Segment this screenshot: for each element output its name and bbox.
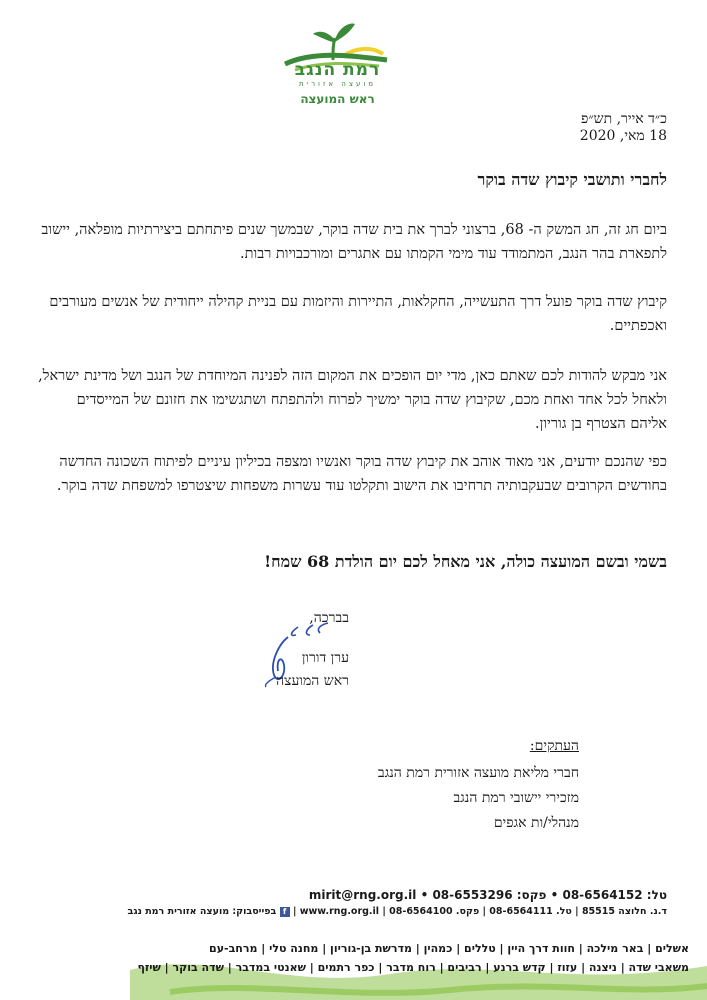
body-paragraph: אני מבקש להודות לכם שאתם כאן, מדי יום הופכים את המקום הזה לפנינה המיוחדת של הנגב ושל מדינת ישראל, ולאחל לכל אחד ואחת מכם, שקיבוץ שדה בוקר ימשיך לפרוח ולהתפתח ושתגשימו את חזונם של המייסדים אליהם הצטרף בן גוריון. <box>38 368 667 432</box>
birthday-wish: בשמי ובשם המועצה כולה, אני מאחל לכם יום הולדת 68 שמח! <box>264 552 667 571</box>
body-paragraph: כפי שהנכם יודעים, אני מאוד אוהב את קיבוץ שדה בוקר ואנשיו ומצפה בכיליון עיניים לפיתוח השכונה החדשה בחודשים הקרובים שבעקבותיה תרחיבו את הישוב ותקלטו עוד עשרות משפחות שיצטרפו למשפחת שדה בוקר. <box>56 454 667 494</box>
settlements-row: משאבי שדה | ניצנה | עזוז | קדש ברנע | רביבים | רוח מדבר | כפר רתמים | שאנטי במדבר | שדה בוקר | שיזף <box>137 961 689 974</box>
logo-name: רמת הנגב <box>294 60 381 80</box>
signature-greeting: בברכה, <box>309 610 349 626</box>
signer-name: ערן דורון <box>301 650 349 666</box>
signer-role: ראש המועצה <box>276 673 349 689</box>
footer-contact: טל: 08-6564152 • פקס: 08-6553296 • mirit@rng.org.il <box>308 888 667 902</box>
logo-subtitle: מועצה אזורית <box>298 80 377 88</box>
hebrew-date: כ״ד אייר, תש״פ <box>581 111 667 127</box>
settlements-row: אשלים | באר מילכה | חוות דרך היין | טללים | כמהין | מדרשת בן-גוריון | מחנה טלי | מרחב-עם <box>209 942 689 955</box>
body-paragraph: קיבוץ שדה בוקר פועל דרך התעשייה, החקלאות, התיירות והיזמות עם בניית קהילה ייחודית של אנשים מעורבים ואכפתיים. <box>49 294 667 334</box>
copies-title: העתקים: <box>529 738 579 754</box>
copy-recipient: מזכירי יישובי רמת הנגב <box>453 790 579 806</box>
footer-address-text: ד.נ. חלוצה 85515 | טל. 08-6564111 | פקס. 08-6564100 | www.rng.org.il | <box>292 906 667 917</box>
footer-address <box>128 906 667 917</box>
office-title: ראש המועצה <box>300 92 375 106</box>
copy-recipient: חברי מליאת מועצה אזורית רמת הנגב <box>377 765 579 781</box>
letter-heading: לחברי ותושבי קיבוץ שדה בוקר <box>477 170 667 189</box>
copy-recipient: מנהלי/ות אגפים <box>493 815 579 831</box>
facebook-icon: f <box>280 907 290 917</box>
gregorian-date: 18 מאי, 2020 <box>579 128 667 144</box>
body-paragraph: ביום חג זה, חג המשק ה- 68, ברצוני לברך את בית שדה בוקר, שבמשך שנים פיתחתם ביצירתיות מופלאה, יישוב לתפארת בהר הנגב, המתמודד עוד מימי הקמתו עם אתגרים ומורכבויות רבות. <box>41 222 667 262</box>
footer-facebook-label: בפייסבוק: מועצה אזורית רמת נגב <box>127 906 277 917</box>
